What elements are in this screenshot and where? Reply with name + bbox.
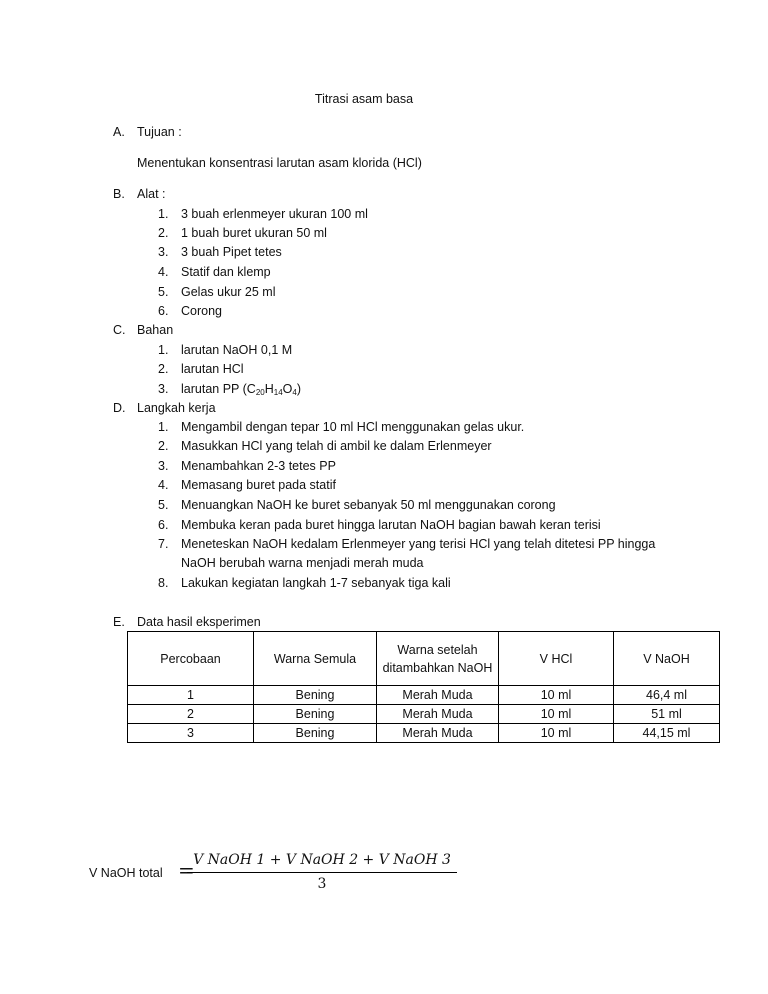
list-number: 2. bbox=[158, 362, 169, 376]
table-cell: Merah Muda bbox=[377, 705, 499, 724]
table-cell: 10 ml bbox=[499, 724, 614, 743]
table-header: Warna Semula bbox=[254, 632, 377, 686]
list-number: 1. bbox=[158, 420, 169, 434]
list-number: 5. bbox=[158, 498, 169, 512]
table-cell: 44,15 ml bbox=[614, 724, 720, 743]
formula-fraction bbox=[187, 850, 457, 895]
list-number: 6. bbox=[158, 304, 169, 318]
section-e-label: Data hasil eksperimen bbox=[137, 615, 261, 629]
list-item: Menambahkan 2-3 tetes PP bbox=[181, 459, 336, 473]
formula-numerator: V NaOH 1 + V NaOH 2 + V NaOH 3 bbox=[193, 852, 451, 868]
table-row bbox=[128, 705, 720, 724]
list-item: 3 buah Pipet tetes bbox=[181, 245, 282, 259]
list-item: Gelas ukur 25 ml bbox=[181, 285, 276, 299]
list-number: 3. bbox=[158, 459, 169, 473]
section-a-text: Menentukan konsentrasi larutan asam klorida (HCl) bbox=[137, 156, 422, 170]
list-number: 8. bbox=[158, 576, 169, 590]
list-item: Masukkan HCl yang telah di ambil ke dalam Erlenmeyer bbox=[181, 439, 492, 453]
list-number: 4. bbox=[158, 265, 169, 279]
list-number: 3. bbox=[158, 245, 169, 259]
page-title: Titrasi asam basa bbox=[314, 92, 414, 106]
list-number: 4. bbox=[158, 478, 169, 492]
list-item: larutan NaOH 0,1 M bbox=[181, 343, 293, 357]
table-header: V NaOH bbox=[614, 632, 720, 686]
data-table bbox=[127, 631, 720, 743]
table-row bbox=[128, 724, 720, 743]
table-header: Warna setelah ditambahkan NaOH bbox=[377, 632, 499, 686]
list-item: Menuangkan NaOH ke buret sebanyak 50 ml menggunakan corong bbox=[181, 498, 556, 512]
list-item: Meneteskan NaOH kedalam Erlenmeyer yang terisi HCl yang telah ditetesi PP hingga bbox=[181, 537, 656, 551]
formula-prefix: larutan PP (C bbox=[181, 382, 256, 396]
subscript: 14 bbox=[273, 388, 283, 397]
table-cell: Bening bbox=[254, 724, 377, 743]
list-number: 2. bbox=[158, 226, 169, 240]
section-b-label: Alat : bbox=[137, 187, 166, 201]
table-cell: 3 bbox=[128, 724, 254, 743]
list-number: 5. bbox=[158, 285, 169, 299]
list-number: 7. bbox=[158, 537, 169, 551]
list-number: 1. bbox=[158, 207, 169, 221]
section-c-letter: C. bbox=[113, 323, 126, 337]
table-cell: 10 ml bbox=[499, 686, 614, 705]
formula-equals: = bbox=[178, 858, 195, 882]
table-cell: 46,4 ml bbox=[614, 686, 720, 705]
section-c-label: Bahan bbox=[137, 323, 174, 337]
section-b-letter: B. bbox=[113, 187, 125, 201]
list-item: 3 buah erlenmeyer ukuran 100 ml bbox=[181, 207, 368, 221]
list-number: 1. bbox=[158, 343, 169, 357]
table-header: V HCl bbox=[499, 632, 614, 686]
section-e-letter: E. bbox=[113, 615, 125, 629]
table-cell: 10 ml bbox=[499, 705, 614, 724]
list-number: 2. bbox=[158, 439, 169, 453]
section-a-label: Tujuan : bbox=[137, 125, 182, 139]
list-item: Statif dan klemp bbox=[181, 265, 271, 279]
formula-suffix: ) bbox=[296, 382, 302, 396]
list-item-continuation: NaOH berubah warna menjadi merah muda bbox=[181, 556, 424, 570]
list-number: 3. bbox=[158, 382, 169, 396]
table-header: Percobaan bbox=[128, 632, 254, 686]
section-d-letter: D. bbox=[113, 401, 126, 415]
section-d-label: Langkah kerja bbox=[137, 401, 216, 415]
table-cell: Merah Muda bbox=[377, 724, 499, 743]
table-cell: Merah Muda bbox=[377, 686, 499, 705]
subscript: 4 bbox=[292, 388, 297, 397]
list-number: 6. bbox=[158, 518, 169, 532]
subscript: 20 bbox=[255, 388, 265, 397]
list-item-pp-formula bbox=[181, 382, 301, 397]
table-header-row bbox=[128, 632, 720, 686]
list-item: Membuka keran pada buret hingga larutan NaOH bagian bawah keran terisi bbox=[181, 518, 601, 532]
list-item: Lakukan kegiatan langkah 1-7 sebanyak tiga kali bbox=[181, 576, 451, 590]
table-cell: Bening bbox=[254, 705, 377, 724]
table-cell: 2 bbox=[128, 705, 254, 724]
table-row bbox=[128, 686, 720, 705]
list-item: Memasang buret pada statif bbox=[181, 478, 336, 492]
section-a-letter: A. bbox=[113, 125, 125, 139]
formula-denominator: 3 bbox=[317, 876, 327, 892]
table-cell: 51 ml bbox=[614, 705, 720, 724]
list-item: Mengambil dengan tepar 10 ml HCl menggunakan gelas ukur. bbox=[181, 420, 525, 434]
list-item: larutan HCl bbox=[181, 362, 244, 376]
list-item: Corong bbox=[181, 304, 222, 318]
table-cell: Bening bbox=[254, 686, 377, 705]
list-item: 1 buah buret ukuran 50 ml bbox=[181, 226, 327, 240]
formula-element: O bbox=[282, 382, 293, 396]
formula-element: H bbox=[264, 382, 274, 396]
formula-label: V NaOH total bbox=[89, 866, 163, 880]
table-cell: 1 bbox=[128, 686, 254, 705]
